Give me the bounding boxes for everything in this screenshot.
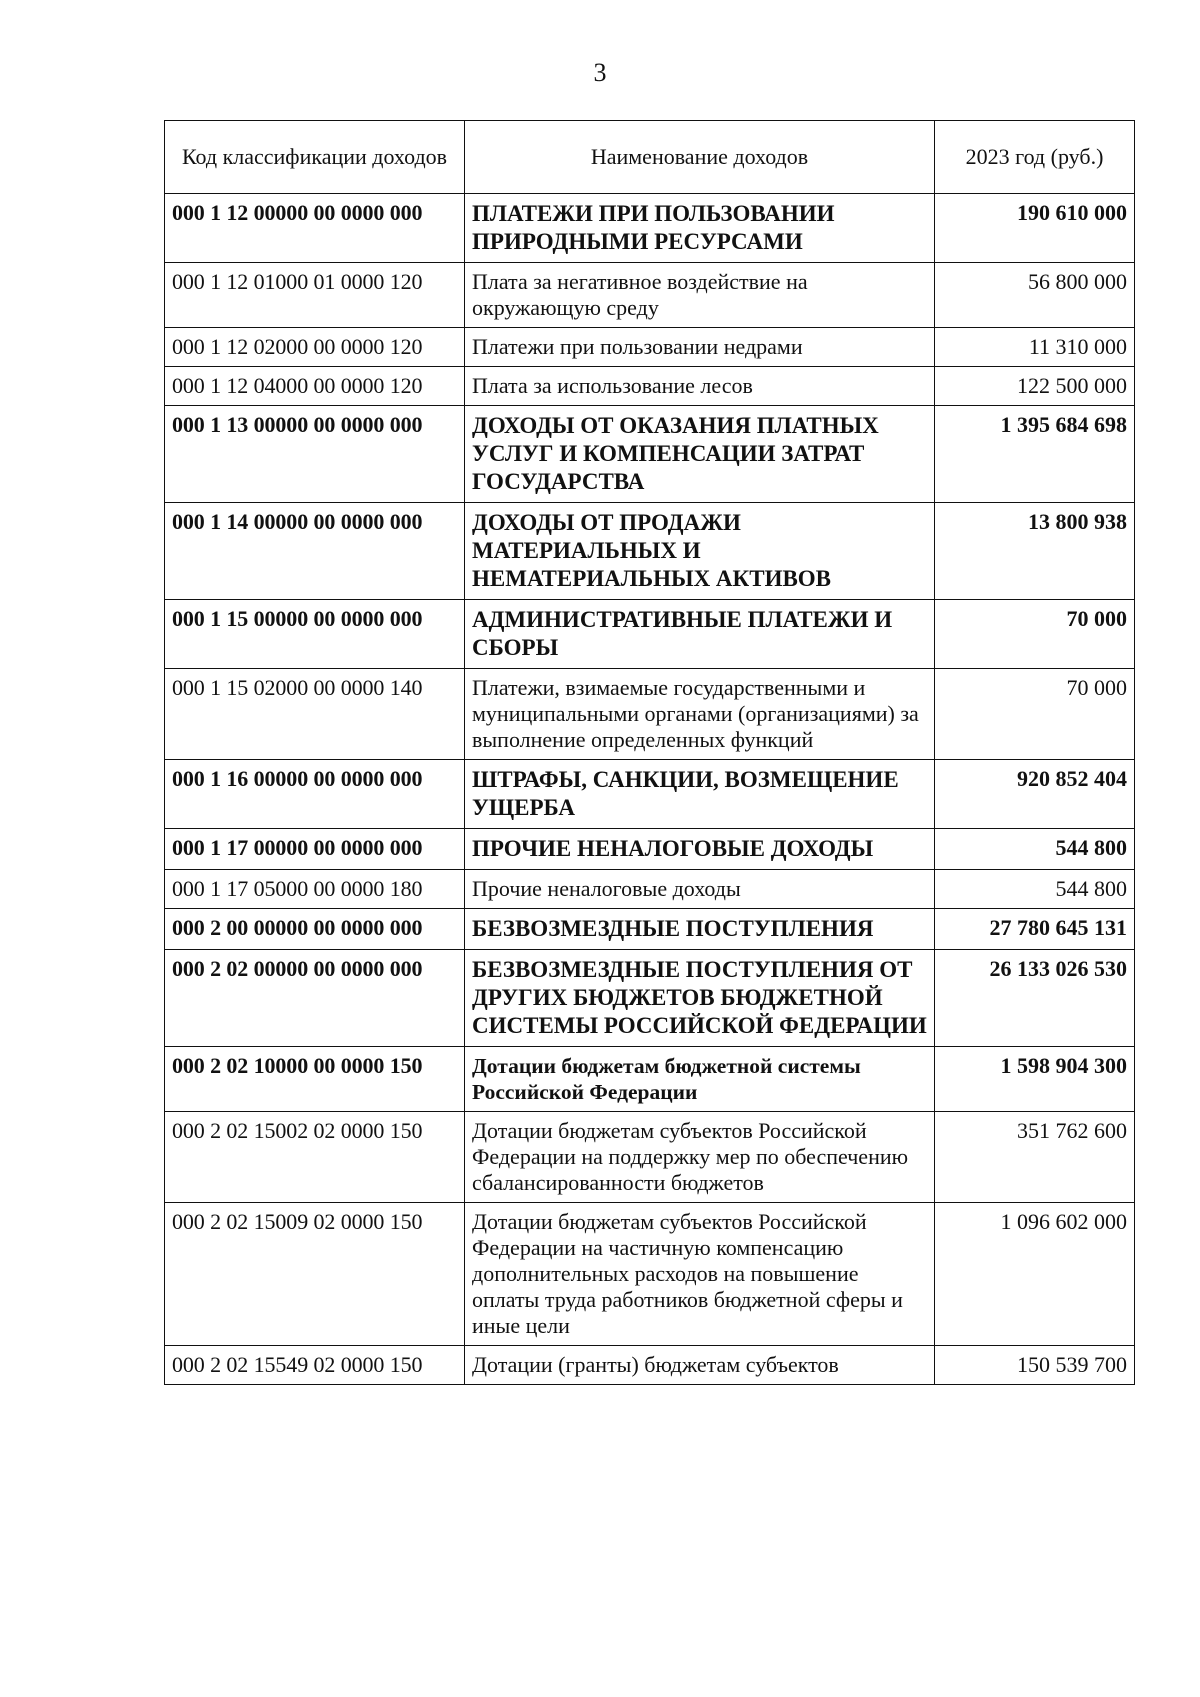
row-name-cell: Дотации бюджетам субъектов Российской Федерации на поддержку мер по обеспечению сбалансированности бюджетов (465, 1112, 935, 1203)
row-name-cell: Платежи при пользовании недрами (465, 328, 935, 367)
row-code-cell: 000 2 02 00000 00 0000 000 (165, 950, 465, 1047)
table-row (165, 1112, 1135, 1203)
table-row (165, 1047, 1135, 1112)
row-name-cell: ПЛАТЕЖИ ПРИ ПОЛЬЗОВАНИИ ПРИРОДНЫМИ РЕСУРСАМИ (465, 194, 935, 263)
row-amount-cell: 544 800 (935, 870, 1135, 909)
row-name-cell: Плата за использование лесов (465, 367, 935, 406)
row-code-cell: 000 1 15 00000 00 0000 000 (165, 600, 465, 669)
row-amount-cell: 70 000 (935, 669, 1135, 760)
header-amount: 2023 год (руб.) (935, 121, 1135, 194)
row-name-cell: БЕЗВОЗМЕЗДНЫЕ ПОСТУПЛЕНИЯ (465, 909, 935, 950)
row-name-cell: Плата за негативное воздействие на окружающую среду (465, 263, 935, 328)
table-row (165, 1203, 1135, 1346)
table-row (165, 600, 1135, 669)
row-code-cell: 000 2 02 15002 02 0000 150 (165, 1112, 465, 1203)
row-code-cell: 000 1 17 05000 00 0000 180 (165, 870, 465, 909)
table-row (165, 950, 1135, 1047)
table-row (165, 669, 1135, 760)
row-code-cell: 000 1 13 00000 00 0000 000 (165, 406, 465, 503)
row-name-cell: Дотации бюджетам субъектов Российской Федерации на частичную компенсацию дополнительных расходов на повышение оплаты труда работников бюджетной сферы и иные цели (465, 1203, 935, 1346)
row-name-cell: ПРОЧИЕ НЕНАЛОГОВЫЕ ДОХОДЫ (465, 829, 935, 870)
row-code-cell: 000 1 17 00000 00 0000 000 (165, 829, 465, 870)
table-row (165, 367, 1135, 406)
row-code-cell: 000 1 12 00000 00 0000 000 (165, 194, 465, 263)
table-row (165, 909, 1135, 950)
table-body (165, 194, 1135, 1385)
table-header (165, 121, 1135, 194)
table-row (165, 194, 1135, 263)
header-code: Код классификации доходов (165, 121, 465, 194)
table-row (165, 1346, 1135, 1385)
row-name-cell: ДОХОДЫ ОТ ПРОДАЖИ МАТЕРИАЛЬНЫХ И НЕМАТЕРИАЛЬНЫХ АКТИВОВ (465, 503, 935, 600)
row-amount-cell: 544 800 (935, 829, 1135, 870)
table-row (165, 829, 1135, 870)
header-name: Наименование доходов (465, 121, 935, 194)
row-amount-cell: 11 310 000 (935, 328, 1135, 367)
row-code-cell: 000 1 14 00000 00 0000 000 (165, 503, 465, 600)
row-code-cell: 000 1 12 01000 01 0000 120 (165, 263, 465, 328)
row-amount-cell: 1 598 904 300 (935, 1047, 1135, 1112)
row-code-cell: 000 2 00 00000 00 0000 000 (165, 909, 465, 950)
row-amount-cell: 351 762 600 (935, 1112, 1135, 1203)
row-name-cell: АДМИНИСТРАТИВНЫЕ ПЛАТЕЖИ И СБОРЫ (465, 600, 935, 669)
row-amount-cell: 150 539 700 (935, 1346, 1135, 1385)
row-name-cell: ШТРАФЫ, САНКЦИИ, ВОЗМЕЩЕНИЕ УЩЕРБА (465, 760, 935, 829)
row-amount-cell: 1 096 602 000 (935, 1203, 1135, 1346)
table-row (165, 870, 1135, 909)
page-number: 3 (593, 58, 607, 87)
row-amount-cell: 1 395 684 698 (935, 406, 1135, 503)
table-row (165, 263, 1135, 328)
row-amount-cell: 70 000 (935, 600, 1135, 669)
row-code-cell: 000 1 12 04000 00 0000 120 (165, 367, 465, 406)
row-name-cell: Платежи, взимаемые государственными и муниципальными органами (организациями) за выполнение определенных функций (465, 669, 935, 760)
table-row (165, 328, 1135, 367)
row-code-cell: 000 1 12 02000 00 0000 120 (165, 328, 465, 367)
row-name-cell: Дотации бюджетам бюджетной системы Российской Федерации (465, 1047, 935, 1112)
table-row (165, 406, 1135, 503)
income-table (164, 120, 1135, 1385)
row-amount-cell: 56 800 000 (935, 263, 1135, 328)
row-name-cell: Прочие неналоговые доходы (465, 870, 935, 909)
row-name-cell: БЕЗВОЗМЕЗДНЫЕ ПОСТУПЛЕНИЯ ОТ ДРУГИХ БЮДЖЕТОВ БЮДЖЕТНОЙ СИСТЕМЫ РОССИЙСКОЙ ФЕДЕРАЦИИ (465, 950, 935, 1047)
row-name-cell: ДОХОДЫ ОТ ОКАЗАНИЯ ПЛАТНЫХ УСЛУГ И КОМПЕНСАЦИИ ЗАТРАТ ГОСУДАРСТВА (465, 406, 935, 503)
row-code-cell: 000 2 02 15549 02 0000 150 (165, 1346, 465, 1385)
row-code-cell: 000 1 16 00000 00 0000 000 (165, 760, 465, 829)
row-code-cell: 000 1 15 02000 00 0000 140 (165, 669, 465, 760)
header-row (165, 121, 1135, 194)
row-name-cell: Дотации (гранты) бюджетам субъектов (465, 1346, 935, 1385)
row-amount-cell: 26 133 026 530 (935, 950, 1135, 1047)
row-amount-cell: 27 780 645 131 (935, 909, 1135, 950)
row-code-cell: 000 2 02 10000 00 0000 150 (165, 1047, 465, 1112)
table-row (165, 760, 1135, 829)
table-row (165, 503, 1135, 600)
row-code-cell: 000 2 02 15009 02 0000 150 (165, 1203, 465, 1346)
row-amount-cell: 920 852 404 (935, 760, 1135, 829)
row-amount-cell: 190 610 000 (935, 194, 1135, 263)
row-amount-cell: 13 800 938 (935, 503, 1135, 600)
row-amount-cell: 122 500 000 (935, 367, 1135, 406)
